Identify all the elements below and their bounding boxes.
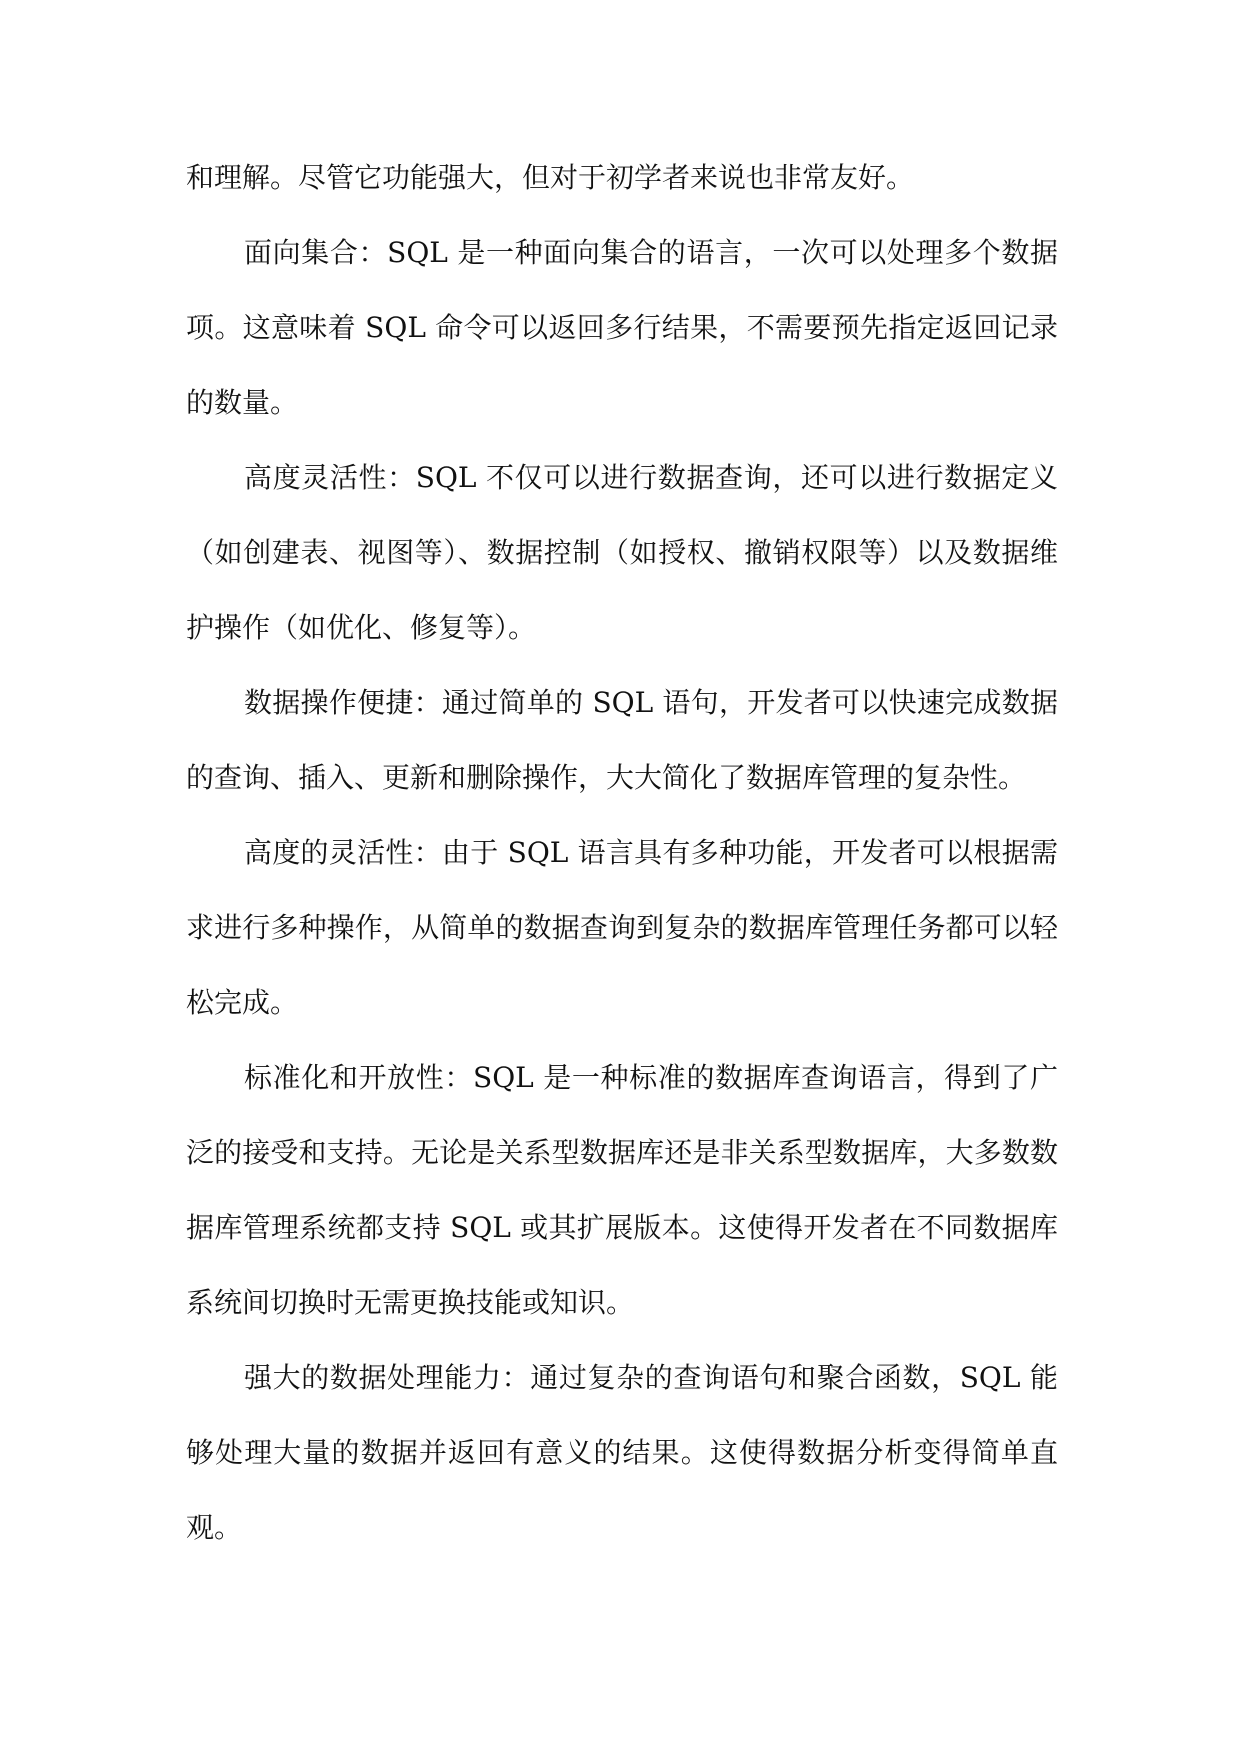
document-body — [186, 140, 1058, 1565]
paragraph-data-processing: 强大的数据处理能力：通过复杂的查询语句和聚合函数，SQL 能够处理大量的数据并返回有意义的结果。这使得数据分析变得简单直观。 — [186, 1361, 1058, 1544]
paragraph-flexibility: 高度的灵活性：由于 SQL 语言具有多种功能，开发者可以根据需求进行多种操作，从简单的数据查询到复杂的数据库管理任务都可以轻松完成。 — [186, 836, 1058, 1019]
paragraph-high-flexibility: 高度灵活性：SQL 不仅可以进行数据查询，还可以进行数据定义（如创建表、视图等）、数据控制（如授权、撤销权限等）以及数据维护操作（如优化、修复等）。 — [186, 461, 1058, 644]
paragraph-convenient-operations: 数据操作便捷：通过简单的 SQL 语句，开发者可以快速完成数据的查询、插入、更新和删除操作，大大简化了数据库管理的复杂性。 — [186, 686, 1058, 794]
paragraph-set-oriented: 面向集合：SQL 是一种面向集合的语言，一次可以处理多个数据项。这意味着 SQL 命令可以返回多行结果，不需要预先指定返回记录的数量。 — [186, 236, 1058, 419]
paragraph-standardization: 标准化和开放性：SQL 是一种标准的数据库查询语言，得到了广泛的接受和支持。无论是关系型数据库还是非关系型数据库，大多数数据库管理系统都支持 SQL 或其扩展版本。这使得开发者在不同数据库系统间切换时无需更换技能或知识。 — [186, 1061, 1058, 1319]
paragraph-continuation: 和理解。尽管它功能强大，但对于初学者来说也非常友好。 — [186, 161, 915, 194]
